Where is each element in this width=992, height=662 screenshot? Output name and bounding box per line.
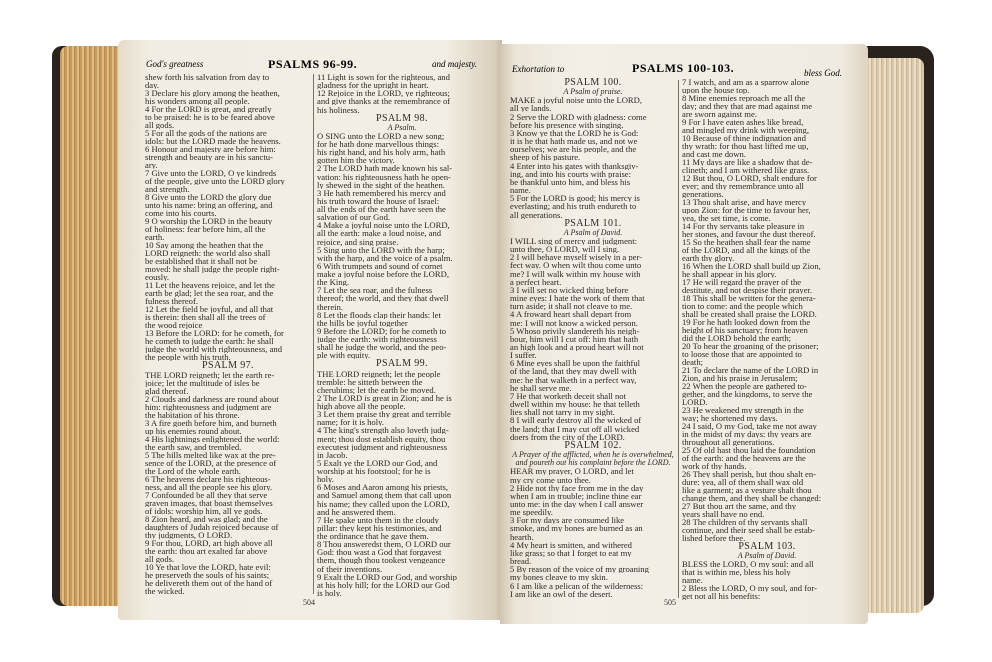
verse-line: all ye lands.: [510, 104, 552, 113]
verse-line: salvation of our God.: [317, 213, 391, 222]
verse-line: 9 Exalt the LORD our God, and worship: [317, 572, 457, 581]
verse-line: I WILL sing of mercy and judgment:: [510, 236, 637, 245]
verse-line: 27 But thou art the same, and thy: [682, 502, 797, 510]
verse-line: is holy.: [317, 588, 342, 597]
verse-line: name.: [510, 186, 531, 195]
verse-line: up his enemies round about.: [145, 427, 242, 435]
verse-line: the people with his truth.: [145, 353, 231, 361]
verse-line: judge the world with righteousness, and: [145, 345, 283, 353]
verse-line: 5 Sing unto the LORD with the harp;: [317, 245, 445, 254]
verse-line: 7 I watch, and am as a sparrow alone: [682, 78, 810, 86]
verse-line: 13 Before the LORD: for he cometh, for: [145, 329, 284, 337]
verse-line: the hills be joyful together: [317, 318, 408, 327]
verse-line: in the midst of my days: thy years are: [682, 430, 812, 438]
verse-line: 2 Serve the LORD with gladness: come: [510, 112, 647, 121]
verse-line: of the land, that they may dwell with: [510, 367, 637, 376]
verse-line: bour, him will I cut off: him that hath: [510, 334, 639, 343]
verse-line: dure: yea, all of them shall wax old: [682, 478, 804, 486]
verse-line: all gods.: [145, 555, 175, 563]
verse-line: 4 For the LORD is great, and greatly: [145, 105, 272, 113]
verse-line: all the earth: make a loud noise, and: [317, 229, 442, 238]
verse-line: 13 Thou shalt arise, and have mercy: [682, 198, 807, 206]
verse-line: 2 Bless the LORD, O my soul, and for-: [682, 584, 817, 592]
verse-line: his right hand, and his holy arm, hath: [317, 148, 446, 157]
verse-line: to loose those that are appointed to: [682, 350, 802, 358]
verse-line: 9 For I have eaten ashes like bread,: [682, 118, 804, 126]
verse-line: 2 The LORD is great in Zion; and he is: [317, 393, 452, 402]
verse-line: years shall have no end.: [682, 510, 765, 518]
verse-line: me: I will not know a wicked person.: [510, 318, 638, 327]
verse-line: LORD.: [682, 398, 708, 406]
verse-line: mine eyes: I hate the work of them that: [510, 294, 645, 303]
verse-line: moved: he shall judge the people right-: [145, 265, 280, 273]
psalm-subtitle: A Psalm of David.: [563, 228, 623, 237]
verse-line: 11 My days are like a shadow that de-: [682, 158, 813, 166]
verse-line: and cast me down.: [682, 150, 746, 158]
verse-line: glad thereof.: [145, 387, 189, 395]
verse-line: 18 This shall be written for the genera-: [682, 294, 816, 302]
verse-line: ment; thou dost establish equity, thou: [317, 434, 446, 443]
verse-line: executest judgment and righteousness: [317, 442, 448, 451]
verse-line: death;: [682, 358, 703, 366]
psalm-heading: PSALM 101.: [564, 218, 622, 229]
verse-line: 3 Declare his glory among the heathen,: [145, 89, 280, 97]
verse-line: 3 Know ye that the LORD he is God:: [510, 128, 639, 137]
verse-line: of the earth: and the heavens are the: [682, 454, 806, 462]
verse-line: smoke, and my bones are burned as an: [510, 524, 643, 533]
verse-line: the habitation of his throne.: [145, 411, 240, 419]
column-rule: [678, 80, 679, 598]
verse-line: turn aside; it shall not cleave to me.: [510, 302, 633, 311]
left-page-title: PSALMS 96-99.: [268, 57, 358, 71]
verse-line: lies shall not tarry in my sight.: [510, 408, 615, 417]
verse-line: all generations.: [510, 210, 563, 219]
verse-line: vation: his righteousness hath he open-: [317, 172, 451, 181]
left-page-column-1: [145, 73, 311, 595]
verse-line: gladness for the upright in heart.: [317, 81, 429, 90]
verse-line: ple with equity.: [317, 351, 371, 360]
verse-line: everlasting; and his truth endureth to: [510, 202, 637, 211]
column-rule: [313, 74, 314, 594]
verse-line: them, though thou tookest vengeance: [317, 556, 446, 565]
verse-line: 3 He hath remembered his mercy and: [317, 188, 446, 197]
verse-line: change them, and they shall be changed:: [682, 494, 822, 502]
verse-line: idols: but the LORD made the heavens.: [145, 137, 281, 145]
verse-line: ever; and thy remembrance unto all: [682, 182, 804, 190]
verse-line: 3 For my days are consumed like: [510, 516, 625, 525]
verse-line: him: righteousness and judgment are: [145, 403, 272, 411]
psalm-subtitle: A Prayer of the afflicted, when he is overwhelmed,: [512, 451, 674, 460]
verse-line: of their inventions.: [317, 564, 383, 573]
verse-line: the ordinance that he gave them.: [317, 532, 429, 540]
verse-line: me speedily.: [510, 508, 553, 517]
verse-line: O SING unto the LORD a new song;: [317, 131, 445, 140]
verse-line: her stones, and favour the dust thereof.: [682, 230, 816, 238]
verse-line: 26 They shall perish, but thou shalt en-: [682, 470, 816, 478]
verse-line: he shall serve me.: [510, 383, 572, 392]
verse-line: 10 Because of thine indignation and: [682, 134, 806, 142]
verse-line: bread.: [510, 557, 532, 566]
verse-line: pillar: they kept his testimonies, and: [317, 523, 442, 532]
verse-line: 6 Moses and Aaron among his priests,: [317, 483, 449, 492]
verse-line: a perfect heart.: [510, 277, 562, 286]
verse-line: 7 Give unto the LORD, O ye kindreds: [145, 169, 277, 177]
verse-line: of the people, give unto the LORD glory: [145, 177, 285, 185]
verse-line: judge the earth: with righteousness: [317, 335, 437, 343]
verse-line: the earth: thou art exalted far above: [145, 547, 268, 555]
verse-line: day.: [145, 81, 159, 89]
verse-line: tion to come: and the people which: [682, 302, 803, 310]
verse-line: he preserveth the souls of his saints;: [145, 571, 270, 579]
verse-line: come into his courts.: [145, 209, 217, 217]
verse-line: thereof; the world, and they that dwell: [317, 294, 449, 303]
verse-line: it is he that hath made us, and not we: [510, 137, 638, 146]
verse-line: lished before thee.: [682, 534, 746, 542]
verse-line: like grass; so that I forget to eat my: [510, 548, 632, 557]
verse-line: unto thee, O LORD, will I sing.: [510, 245, 620, 254]
verse-line: yea, the set time, is come.: [682, 214, 771, 222]
running-head-left: [146, 59, 203, 70]
verse-line: BLESS the LORD, O my soul: and all: [682, 560, 814, 568]
verse-line: me? I will walk within my house with: [510, 269, 641, 278]
verse-line: LORD reigneth: the world also shall: [145, 249, 271, 257]
verse-line: his wonders among all people.: [145, 97, 250, 105]
verse-line: 25 Of old hast thou laid the foundation: [682, 446, 816, 454]
verse-line: 11 Let the heavens rejoice, and let the: [145, 281, 275, 289]
verse-line: 17 He will regard the prayer of the: [682, 278, 802, 286]
psalm-heading: PSALM 99.: [376, 359, 428, 370]
verse-line: 5 For the LORD is good; his mercy is: [510, 194, 640, 203]
verse-line: the land; that I may cut off all wicked: [510, 424, 640, 433]
verse-line: 2 I will behave myself wisely in a per-: [510, 253, 643, 262]
verse-line: eously.: [145, 273, 170, 281]
verse-line: 4 Enter into his gates with thanksgiv-: [510, 161, 639, 170]
verse-line: ary.: [145, 161, 158, 169]
verse-line: all the ends of the earth have seen the: [317, 205, 446, 213]
verse-line: be thankful unto him, and bless his: [510, 177, 631, 186]
verse-line: an high look and a proud heart will not: [510, 343, 644, 351]
verse-line: I am like an owl of the desert.: [510, 589, 613, 598]
verse-line: 7 He spake unto them in the cloudy: [317, 515, 439, 524]
verse-line: 2 Hide not thy face from me in the day: [510, 483, 644, 492]
verse-line: 3 I will set no wicked thing before: [510, 285, 629, 294]
verse-line: 11 Light is sown for the righteous, and: [317, 73, 450, 81]
verse-line: generations.: [682, 190, 724, 198]
verse-line: 4 My heart is smitten, and withered: [510, 540, 632, 549]
verse-line: MAKE a joyful noise unto the LORD,: [510, 96, 642, 105]
verse-line: 19 For he hath looked down from the: [682, 318, 811, 326]
psalm-subtitle: and poureth out his complaint before the LORD.: [515, 459, 671, 468]
verse-line: thy judgments, O LORD.: [145, 531, 233, 539]
verse-line: HEAR my prayer, O LORD, and let: [510, 467, 634, 476]
verse-line: of idols: worship him, all ye gods.: [145, 507, 263, 515]
right-page-column-2: [682, 78, 852, 600]
verse-line: me: he that walketh in a perfect way,: [510, 375, 637, 384]
verse-line: get not all his benefits:: [682, 592, 761, 600]
verse-line: 10 Ye that love the LORD, hate evil:: [145, 563, 271, 571]
verse-line: 7 He that worketh deceit shall not: [510, 391, 626, 400]
verse-line: 8 Give unto the LORD the glory due: [145, 193, 272, 201]
verse-line: my bones cleave to my skin.: [510, 573, 608, 582]
verse-line: name; for it is holy.: [317, 418, 384, 427]
verse-line: is therein: then shall all the trees of: [145, 313, 266, 321]
verse-line: work of thy hands.: [682, 462, 747, 470]
verse-line: earth thy glory.: [682, 254, 735, 262]
verse-line: therein.: [317, 302, 344, 311]
verse-line: clineth; and I am withered like grass.: [682, 166, 810, 174]
verse-line: to be praised: he is to be feared above: [145, 113, 275, 121]
verse-line: earth.: [145, 233, 165, 241]
verse-line: THE LORD reigneth; let the people: [317, 369, 441, 378]
verse-line: 8 Zion heard, and was glad; and the: [145, 515, 268, 523]
verse-line: Zion, and his praise in Jerusalem;: [682, 374, 798, 382]
verse-line: worship at his footstool; for he is: [317, 467, 431, 475]
verse-line: 12 Let the field be joyful, and all that: [145, 305, 274, 313]
verse-line: the earth saw, and trembled.: [145, 443, 242, 451]
verse-line: in Jacob.: [317, 450, 348, 459]
verse-line: upon Zion: for the time to favour her,: [682, 206, 811, 214]
verse-line: gether, and the kingdoms, to serve the: [682, 390, 813, 398]
verse-line: all gods.: [145, 121, 175, 129]
left-page-number: 504: [303, 598, 315, 607]
verse-line: doers from the city of the LORD.: [510, 432, 625, 441]
verse-line: 12 But thou, O LORD, shalt endure for: [682, 174, 817, 182]
verse-line: sheep of his pasture.: [510, 153, 581, 162]
verse-line: 24 I said, O my God, take me not away: [682, 422, 817, 430]
right-page-header-left: Exhortation to: [512, 64, 565, 74]
verse-line: 6 With trumpets and sound of cornet: [317, 261, 443, 270]
verse-line: his name; they called upon the LORD,: [317, 499, 450, 508]
left-page-header-right: and majesty.: [432, 59, 477, 69]
verse-line: sence of the LORD, at the presence of: [145, 459, 277, 467]
verse-line: gotten him the victory.: [317, 156, 395, 165]
verse-line: and he answered them.: [317, 507, 396, 516]
verse-line: hearth.: [510, 532, 534, 541]
verse-line: and strength.: [145, 185, 190, 193]
verse-line: 14 For thy servants take pleasure in: [682, 222, 805, 230]
psalm-heading: PSALM 98.: [376, 113, 428, 124]
verse-line: 8 I will early destroy all the wicked of: [510, 416, 642, 425]
psalm-heading: PSALM 103.: [738, 542, 796, 552]
verse-line: shall be created shall praise the LORD.: [682, 310, 817, 318]
psalm-heading: PSALM 102.: [564, 440, 622, 451]
verse-line: 5 Exalt ye the LORD our God, and: [317, 458, 438, 467]
verse-line: name.: [682, 576, 703, 584]
verse-line: upon the house top.: [682, 86, 750, 94]
verse-line: unto me: in the day when I call answer: [510, 499, 644, 508]
verse-line: 2 Clouds and darkness are round about: [145, 395, 279, 403]
verse-line: cherubims; let the earth be moved.: [317, 385, 436, 394]
right-page-column-1: [510, 78, 676, 598]
verse-line: high above all the people.: [317, 402, 406, 410]
verse-line: 7 Confounded be all they that serve: [145, 491, 268, 499]
verse-line: make a joyful noise before the LORD,: [317, 270, 449, 278]
verse-line: 12 Rejoice in the LORD, ye righteous;: [317, 89, 450, 98]
verse-line: throughout all generations.: [682, 438, 775, 446]
verse-line: 6 Honour and majesty are before him:: [145, 145, 276, 153]
verse-line: 3 A fire goeth before him, and burneth: [145, 419, 277, 427]
verse-line: he delivereth them out of the hand of: [145, 579, 273, 587]
left-page-column-2: [317, 73, 487, 597]
verse-line: shew forth his salvation from day to: [145, 73, 270, 81]
psalm-subtitle: A Psalm of praise.: [563, 88, 623, 97]
verse-line: at his holy hill; for the LORD our God: [317, 580, 450, 589]
verse-line: 15 So the heathen shall fear the name: [682, 238, 811, 246]
verse-line: 6 Mine eyes shall be upon the faithful: [510, 359, 641, 368]
verse-line: day; and they that are mad against me: [682, 102, 813, 110]
verse-line: like a garment; as a vesture shalt thou: [682, 486, 812, 494]
verse-line: 8 Mine enemies reproach me all the: [682, 94, 806, 102]
verse-line: 2 The LORD hath made known his sal-: [317, 164, 453, 173]
verse-line: 5 For all the gods of the nations are: [145, 129, 267, 137]
verse-line: are sworn against me.: [682, 110, 757, 118]
verse-line: THE LORD reigneth; let the earth re-: [145, 371, 275, 379]
verse-line: joice; let the multitude of isles be: [145, 379, 260, 387]
verse-line: 5 Whoso privily slandereth his neigh-: [510, 326, 640, 335]
running-head-right: [432, 59, 477, 70]
left-page-header-left: God's greatness: [146, 59, 204, 69]
verse-line: ourselves; we are his people, and the: [510, 145, 637, 154]
verse-line: holy.: [317, 475, 334, 484]
verse-line: that is within me, bless his holy: [682, 568, 791, 576]
psalm-heading: PSALM 100.: [564, 78, 622, 88]
verse-line: tremble: he sitteth between the: [317, 377, 423, 386]
verse-line: 16 When the LORD shall build up Zion,: [682, 262, 821, 270]
verse-line: he shall appear in his glory.: [682, 270, 777, 278]
verse-line: unto his name: bring an offering, and: [145, 201, 273, 209]
verse-line: 10 Say among the heathen that the: [145, 241, 264, 249]
verse-line: daughters of Judah rejoiced because of: [145, 523, 279, 531]
verse-line: ness, and all the people see his glory.: [145, 483, 273, 491]
verse-line: 22 When the people are gathered to-: [682, 382, 807, 390]
verse-line: with the harp, and the voice of a psalm.: [317, 253, 453, 262]
verse-line: thy wrath: for thou hast lifted me up,: [682, 142, 809, 150]
verse-line: shall he judge the world, and the peo-: [317, 343, 447, 352]
verse-line: God: thou wast a God that forgavest: [317, 548, 442, 557]
verse-line: 8 Let the floods clap their hands: let: [317, 310, 441, 319]
right-page-title: PSALMS 100-103.: [632, 61, 735, 75]
verse-line: 8 Thou answeredst them, O LORD our: [317, 540, 451, 549]
verse-line: the wicked.: [145, 587, 185, 595]
verse-line: ing, and into his courts with praise:: [510, 169, 632, 178]
verse-line: 3 Let them praise thy great and terrible: [317, 410, 451, 419]
right-page-header-right: bless God.: [804, 68, 842, 78]
verse-line: and mingled my drink with weeping,: [682, 126, 809, 134]
verse-line: way; he shortened my days.: [682, 414, 778, 422]
verse-line: before his presence with singing.: [510, 120, 624, 129]
verse-line: continue, and their seed shall be estab-: [682, 526, 815, 534]
verse-line: his truth toward the house of Israel:: [317, 196, 440, 205]
verse-line: my cry come unto thee.: [510, 475, 591, 484]
verse-line: he cometh to judge the earth: he shall: [145, 337, 274, 345]
verse-line: of holiness: fear before him, all the: [145, 225, 266, 233]
verse-line: I suffer.: [510, 351, 537, 360]
verse-line: 9 O worship the LORD in the beauty: [145, 217, 273, 225]
verse-line: dwell within my house: he that telleth: [510, 400, 640, 409]
verse-line: for he hath done marvellous things:: [317, 140, 439, 148]
verse-line: fect way. O when wilt thou come unto: [510, 261, 642, 270]
verse-line: 20 To hear the groaning of the prisoner;: [682, 342, 819, 350]
verse-line: the wood rejoice: [145, 321, 203, 329]
verse-line: ly shewed in the sight of the heathen.: [317, 180, 445, 189]
right-page-edges: [862, 58, 924, 613]
verse-line: did the LORD behold the earth;: [682, 334, 792, 342]
verse-line: 5 By reason of the voice of my groaning: [510, 565, 649, 574]
verse-line: rejoice, and sing praise.: [317, 237, 399, 246]
running-head-left-r: [512, 64, 564, 75]
verse-line: the King.: [317, 278, 349, 287]
verse-line: 4 His lightnings enlightened the world:: [145, 435, 280, 443]
verse-line: 4 Make a joyful noise unto the LORD,: [317, 221, 450, 230]
verse-line: graven images, that boast themselves: [145, 499, 273, 507]
verse-line: 28 The children of thy servants shall: [682, 518, 808, 526]
verse-line: 9 For thou, LORD, art high above all: [145, 539, 273, 547]
psalm-heading: PSALM 97.: [202, 361, 254, 371]
verse-line: fulness thereof.: [145, 297, 198, 305]
verse-line: 6 I am like a pelican of the wilderness:: [510, 581, 644, 590]
verse-line: and give thanks at the remembrance of: [317, 97, 451, 106]
verse-line: 4 A froward heart shall depart from: [510, 310, 632, 319]
verse-line: earth be glad; let the sea roar, and the: [145, 289, 274, 297]
verse-line: 4 The king's strength also loveth judg-: [317, 426, 449, 435]
verse-line: 23 He weakened my strength in the: [682, 406, 804, 414]
verse-line: his holiness.: [317, 105, 360, 114]
verse-line: and Samuel among them that call upon: [317, 491, 452, 500]
verse-line: strength and beauty are in his sanctu-: [145, 153, 273, 161]
verse-line: of the LORD, and all the kings of the: [682, 246, 811, 254]
verse-line: 9 Before the LORD; for he cometh to: [317, 326, 447, 335]
verse-line: height of his sanctuary; from heaven: [682, 326, 808, 334]
verse-line: 21 To declare the name of the LORD in: [682, 366, 819, 374]
verse-line: the Lord of the whole earth.: [145, 467, 241, 475]
verse-line: when I am in trouble; incline thine ear: [510, 491, 642, 500]
verse-line: be established that it shall not be: [145, 257, 258, 265]
verse-line: destitute, and not despise their prayer.: [682, 286, 813, 294]
verse-line: 7 Let the sea roar, and the fulness: [317, 286, 433, 295]
verse-line: 5 The hills melted like wax at the pre-: [145, 451, 276, 459]
verse-line: 6 The heavens declare his righteous-: [145, 475, 271, 483]
psalm-subtitle: A Psalm of David.: [737, 552, 797, 560]
right-page-number: 505: [664, 598, 676, 607]
psalm-subtitle: A Psalm.: [387, 123, 417, 132]
